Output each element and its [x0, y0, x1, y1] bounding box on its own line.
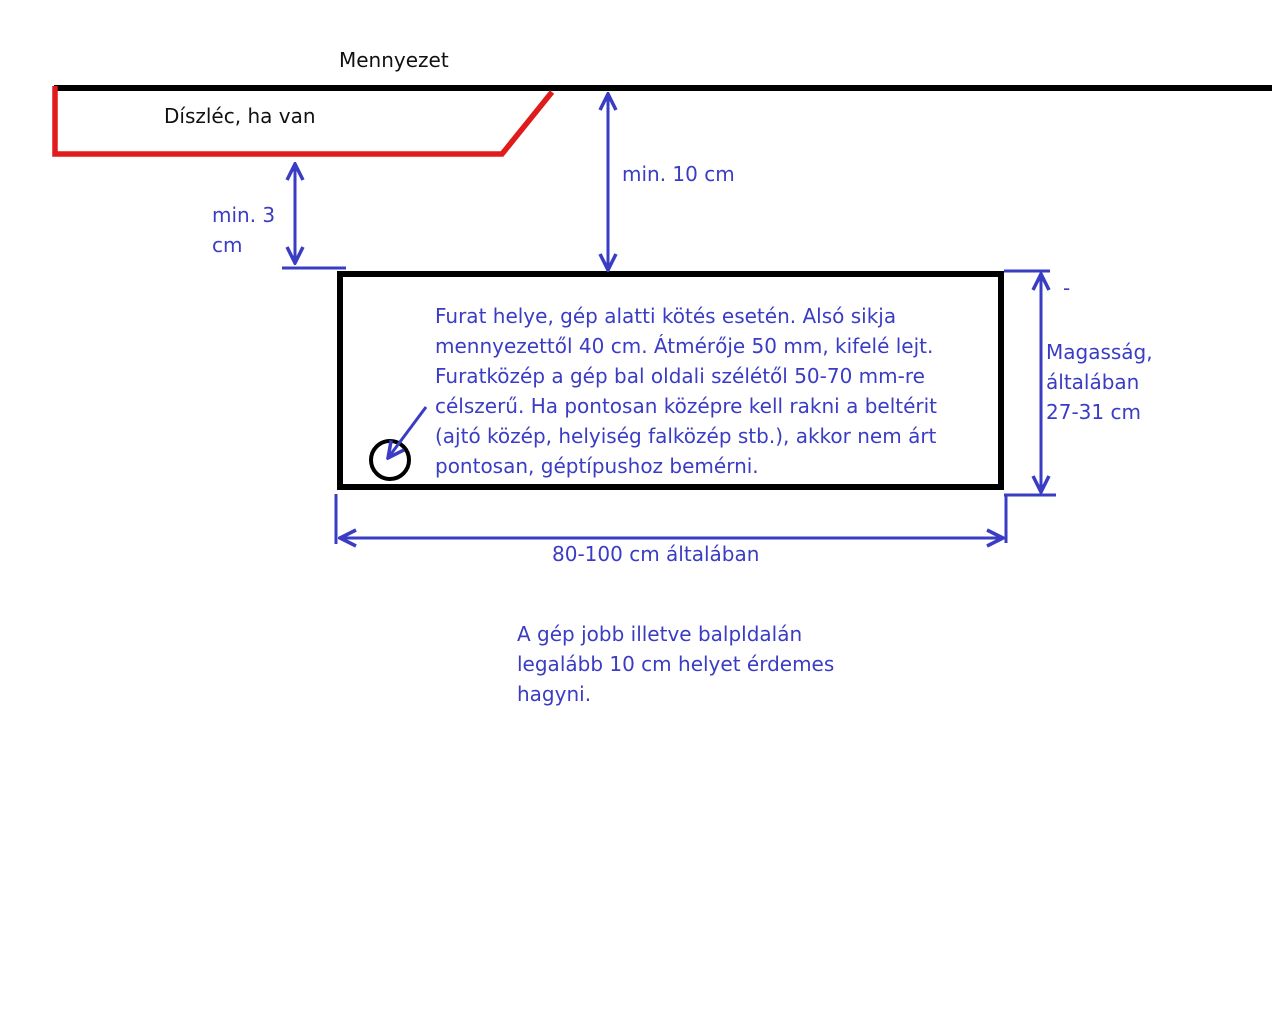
hole-note-line: Furat helye, gép alatti kötés esetén. Alsó sikja [435, 304, 897, 328]
min-3cm-label-line1: min. 3 [212, 203, 276, 227]
hole-note-line: célszerű. Ha pontosan középre kell rakni a beltérit [435, 394, 938, 418]
side-clearance-note [517, 619, 834, 709]
min-10cm-label: min. 10 cm [622, 162, 735, 186]
hole-note-line: Furatközép a gép bal oldali szélétől 50-70 mm-re [435, 364, 925, 388]
drill-hole-icon [371, 441, 409, 479]
dash-mark: - [1063, 276, 1071, 300]
height-note-line: 27-31 cm [1046, 400, 1141, 424]
side-note-line: A gép jobb illetve balpldalán [517, 622, 803, 646]
ceiling-label: Mennyezet [339, 48, 449, 72]
hole-note-line: mennyezettől 40 cm. Átmérője 50 mm, kifelé lejt. [435, 334, 934, 358]
trim-label: Díszléc, ha van [164, 104, 316, 128]
side-note-line: legalább 10 cm helyet érdemes [517, 652, 835, 676]
width-label: 80-100 cm általában [552, 542, 760, 566]
hole-note-line: pontosan, géptípushoz bemérni. [435, 454, 759, 478]
hole-note-line: (ajtó közép, helyiség falközép stb.), akkor nem árt [435, 424, 937, 448]
hole-note [435, 301, 937, 481]
height-note [1046, 337, 1153, 427]
height-note-line: általában [1046, 370, 1140, 394]
height-note-line: Magasság, [1046, 340, 1153, 364]
min-3cm-label-line2: cm [212, 233, 243, 257]
side-note-line: hagyni. [517, 682, 592, 706]
